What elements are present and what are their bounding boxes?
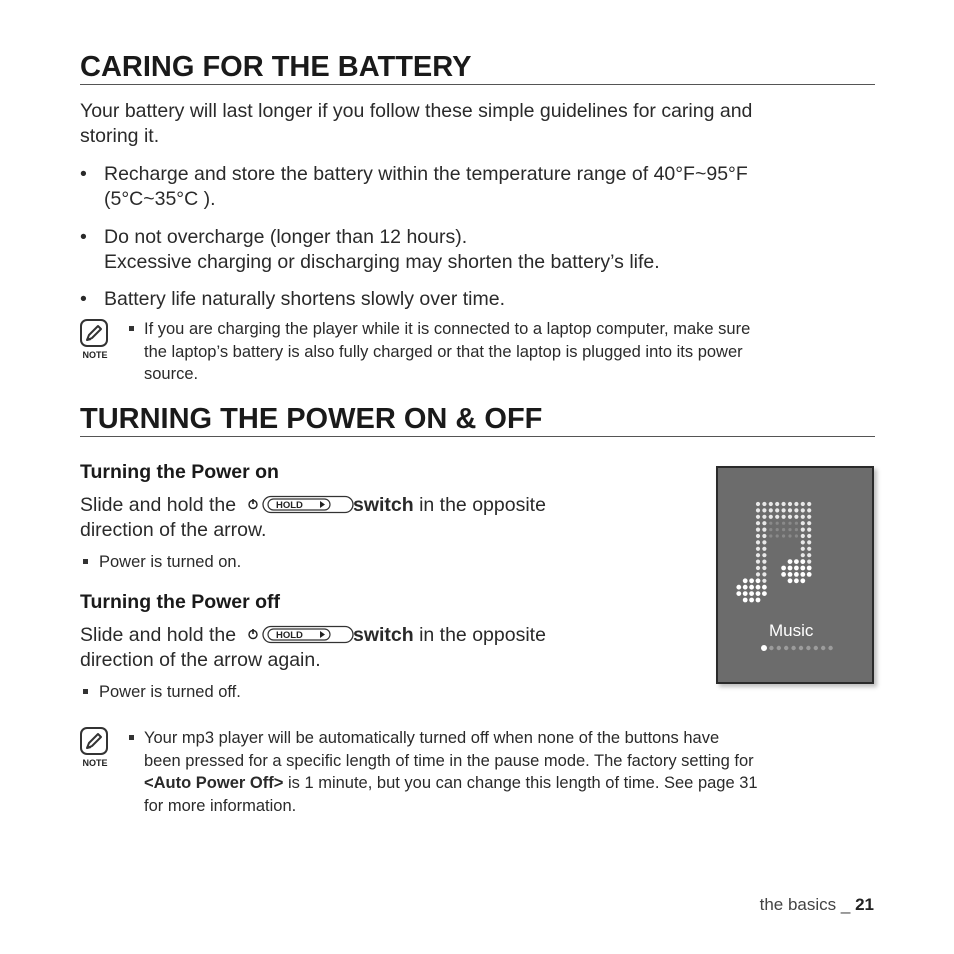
instruction-line: direction of the arrow again. bbox=[80, 649, 321, 671]
page-footer bbox=[760, 895, 874, 915]
note-line: Your mp3 player will be automatically turned off when none of the buttons have bbox=[144, 729, 720, 747]
note-line: If you are charging the player while it is connected to a laptop computer, make sure bbox=[144, 320, 751, 338]
power-off-result: Power is turned off. bbox=[99, 683, 241, 701]
switch-label: HOLD bbox=[275, 500, 303, 511]
footer-section: the basics _ bbox=[759, 895, 856, 914]
bullet-line: Do not overcharge (longer than 12 hours). bbox=[104, 226, 468, 248]
music-note-icon bbox=[718, 468, 872, 682]
bullet-dot: • bbox=[80, 288, 87, 310]
hold-switch-icon bbox=[246, 495, 342, 514]
instruction-line: direction of the arrow. bbox=[80, 519, 267, 541]
bullet-item bbox=[104, 162, 748, 212]
power-on-result: Power is turned on. bbox=[99, 553, 242, 571]
instruction-text: in the opposite bbox=[413, 624, 546, 646]
note-label: NOTE bbox=[82, 350, 108, 360]
instruction-line bbox=[80, 623, 700, 648]
section-title-power: TURNING THE POWER ON & OFF bbox=[80, 403, 875, 437]
note-line bbox=[144, 772, 758, 795]
bullet-item bbox=[104, 225, 660, 275]
note-bullet bbox=[129, 326, 134, 331]
result-bullet bbox=[83, 559, 88, 564]
switch-word: switch bbox=[352, 624, 414, 646]
note-text bbox=[144, 318, 750, 386]
bullet-item bbox=[104, 287, 505, 312]
setting-name: <Auto Power Off> bbox=[144, 774, 284, 792]
bullet-line: Battery life naturally shortens slowly over time. bbox=[104, 288, 505, 310]
page-number: 21 bbox=[855, 895, 874, 914]
note-line: for more information. bbox=[144, 796, 297, 815]
instruction-line bbox=[80, 493, 700, 518]
instruction-text: in the opposite bbox=[413, 494, 546, 516]
note-text bbox=[144, 727, 758, 817]
device-screen bbox=[716, 466, 874, 684]
bullet-line: (5°C~35°C ). bbox=[104, 188, 216, 210]
power-off-instructions bbox=[80, 623, 700, 673]
heading-power-on: Turning the Power on bbox=[80, 461, 279, 483]
instruction-text: Slide and hold the bbox=[80, 624, 237, 646]
pencil-icon bbox=[84, 323, 104, 343]
intro-line: Your battery will last longer if you follow these simple guidelines for caring and bbox=[80, 100, 753, 122]
bullet-dot: • bbox=[80, 226, 87, 248]
note-label: NOTE bbox=[82, 758, 108, 768]
note-line: been pressed for a specific length of time in the pause mode. The factory setting for bbox=[144, 751, 754, 770]
switch-word: switch bbox=[352, 494, 414, 516]
bullet-line: Excessive charging or discharging may shorten the battery’s life. bbox=[104, 251, 660, 273]
heading-power-off: Turning the Power off bbox=[80, 591, 281, 613]
hold-switch-icon bbox=[246, 625, 342, 644]
note-text-span: is 1 minute, but you can change this length of time. See page 31 bbox=[283, 774, 758, 792]
switch-label: HOLD bbox=[275, 630, 303, 641]
pencil-icon bbox=[84, 731, 104, 751]
note-line: source. bbox=[144, 365, 199, 383]
note-line: the laptop’s battery is also fully charged or that the laptop is plugged into its power bbox=[144, 342, 743, 361]
note-bullet bbox=[129, 735, 134, 740]
section-title-battery: CARING FOR THE BATTERY bbox=[80, 51, 875, 85]
note-icon bbox=[80, 319, 112, 360]
intro-line: storing it. bbox=[80, 125, 160, 147]
power-on-instructions bbox=[80, 493, 700, 543]
result-bullet bbox=[83, 689, 88, 694]
bullet-line: Recharge and store the battery within the temperature range of 40°F~95°F bbox=[104, 163, 748, 185]
bullet-dot: • bbox=[80, 163, 87, 185]
intro-paragraph bbox=[80, 99, 752, 149]
screen-label: Music bbox=[769, 621, 814, 640]
note-icon bbox=[80, 727, 112, 768]
instruction-text: Slide and hold the bbox=[80, 494, 237, 516]
